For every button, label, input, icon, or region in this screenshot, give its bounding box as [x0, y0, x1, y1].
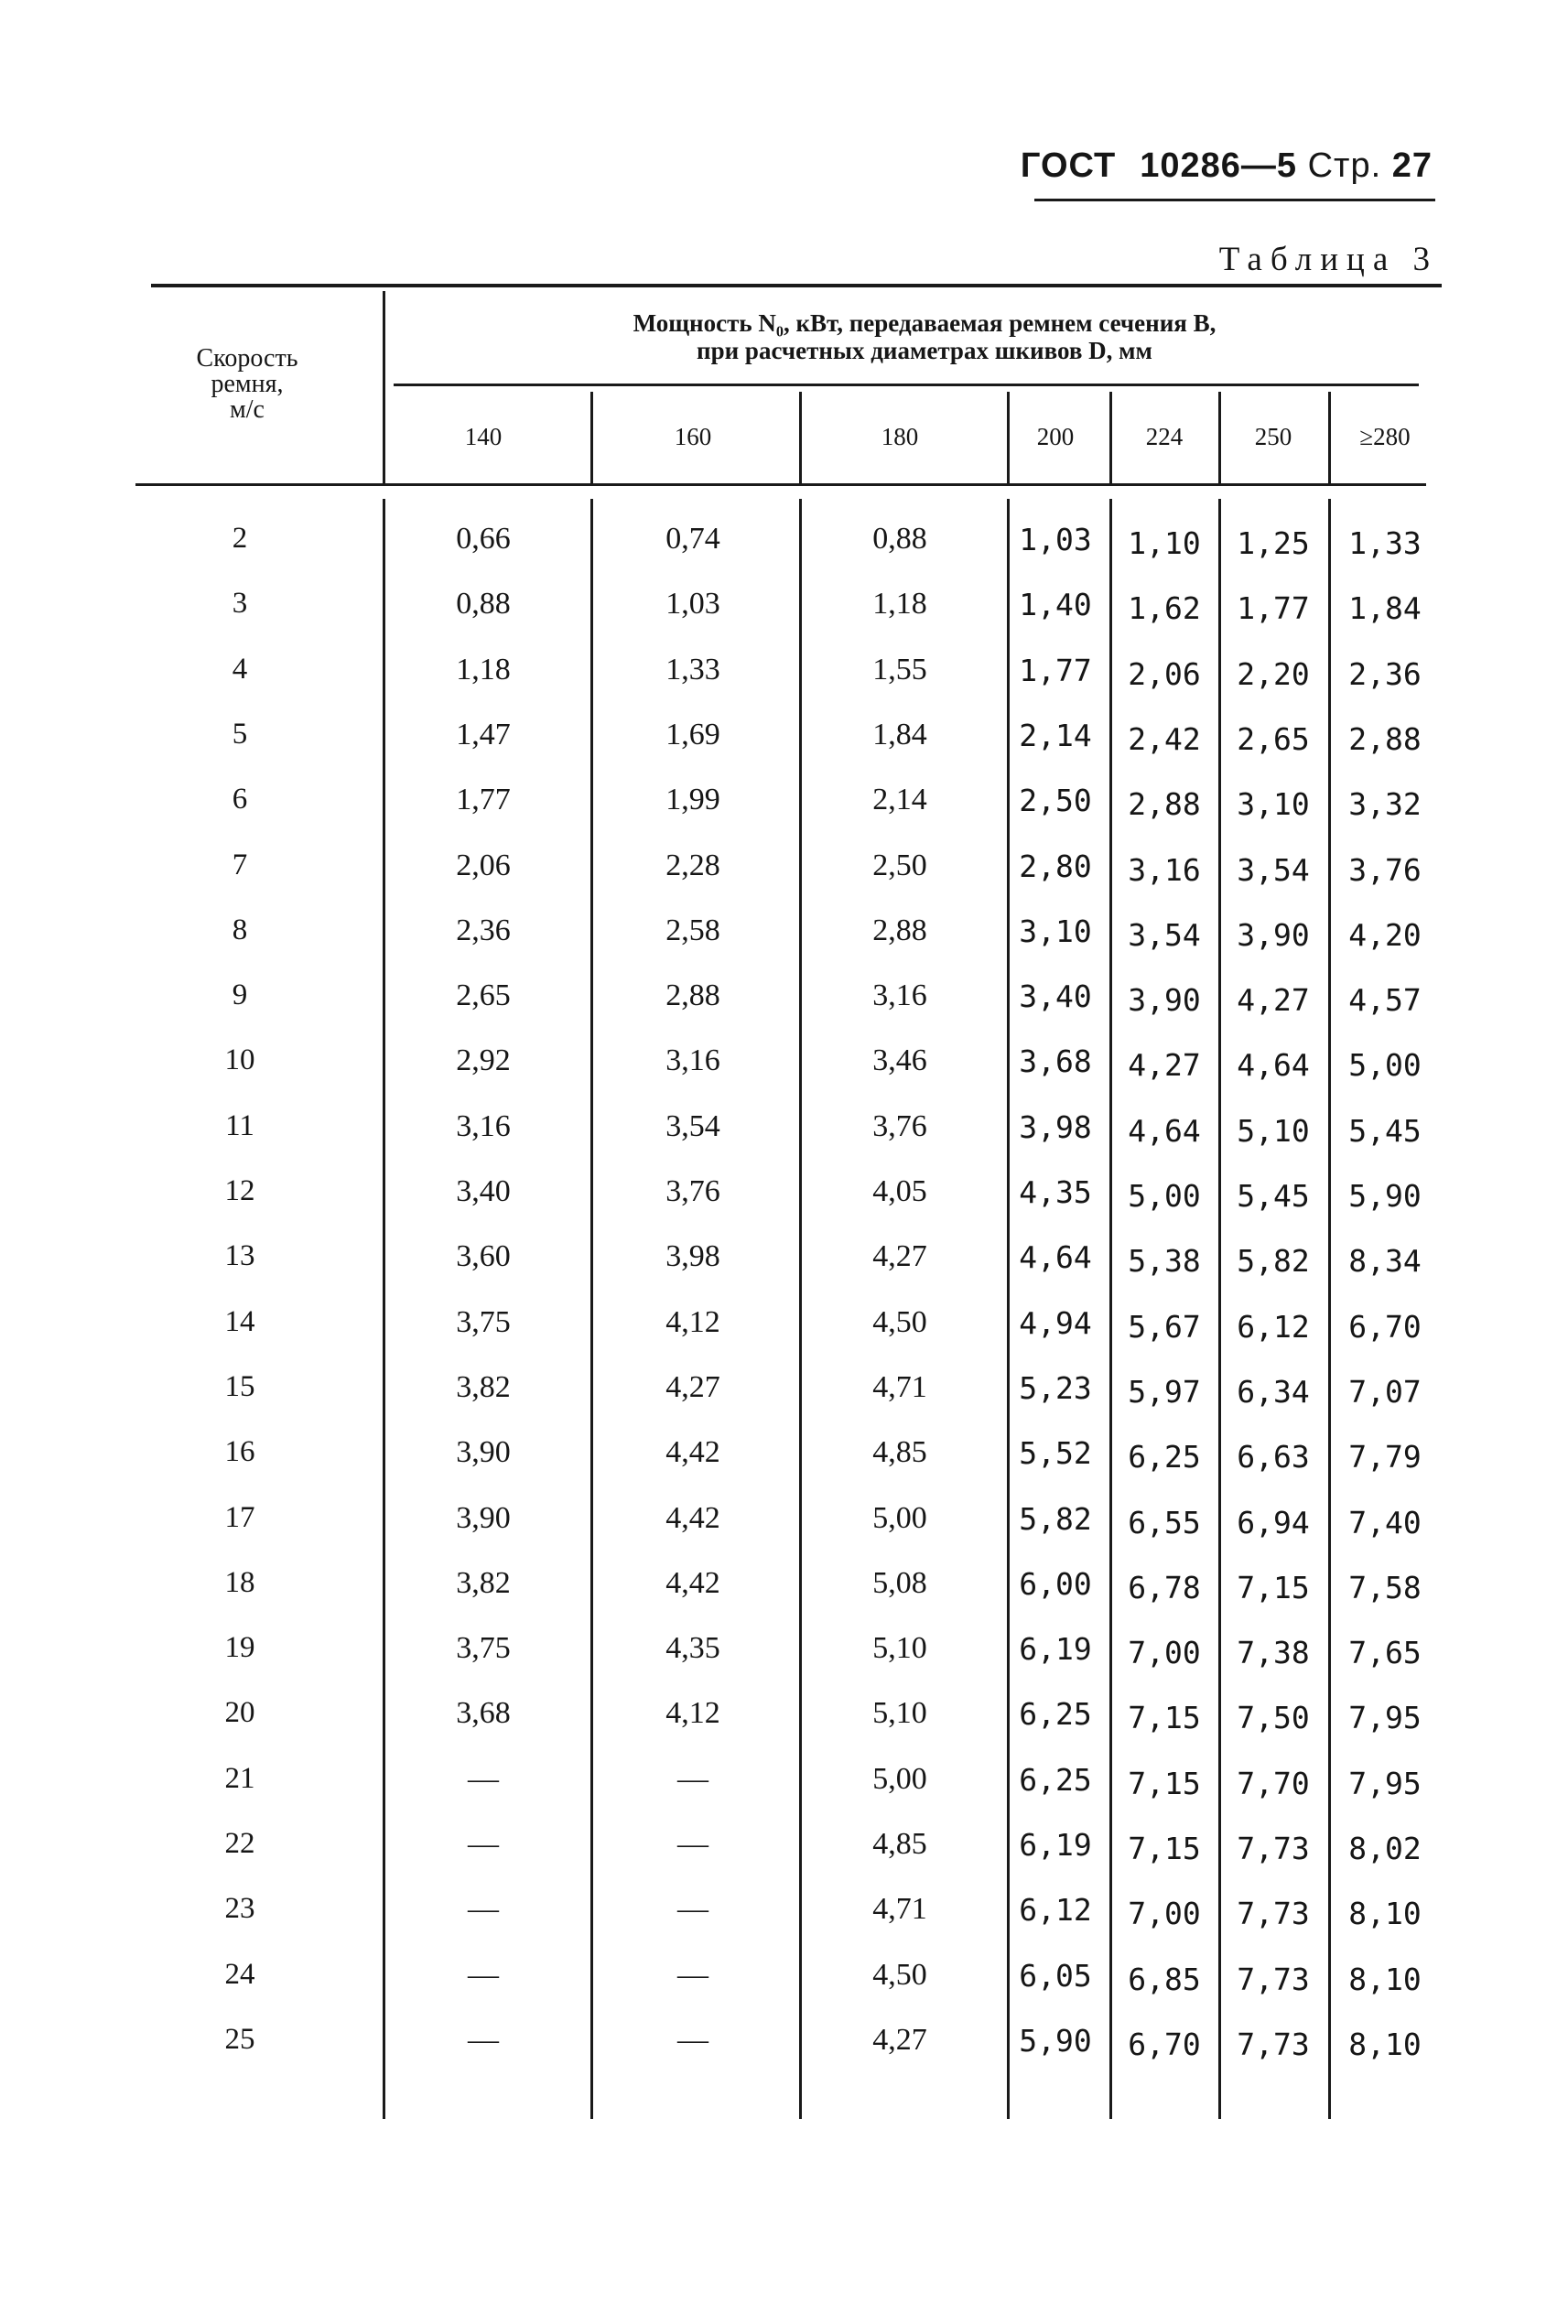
power-cell: 1,84 [1348, 590, 1422, 627]
power-cell: 7,65 [1348, 1635, 1422, 1671]
power-cell: 7,73 [1237, 1831, 1310, 1866]
power-cell: 1,77 [1019, 652, 1092, 688]
power-cell: 5,23 [1019, 1369, 1092, 1406]
column-rule-body [1218, 499, 1221, 2119]
diameter-header-2: 180 [881, 423, 919, 450]
power-cell: 1,55 [872, 652, 927, 686]
power-cell: 7,15 [1128, 1831, 1201, 1866]
power-cell: 3,98 [1019, 1108, 1092, 1145]
power-cell: 7,73 [1237, 1961, 1310, 1997]
power-cell: 6,05 [1019, 1957, 1092, 1994]
power-cell: 1,99 [665, 783, 720, 817]
power-cell: 5,82 [1019, 1500, 1092, 1537]
power-cell: 3,76 [665, 1174, 720, 1208]
speed-cell: 10 [224, 1043, 255, 1077]
power-cell: 0,88 [872, 522, 927, 556]
power-cell: 5,45 [1348, 1112, 1422, 1149]
power-cell: 6,78 [1128, 1569, 1201, 1605]
power-cell: 6,12 [1019, 1892, 1092, 1929]
power-cell: — [677, 1957, 708, 1992]
power-cell: 4,35 [1019, 1174, 1092, 1210]
power-cell: 7,58 [1348, 1569, 1422, 1605]
power-cell: 7,70 [1237, 1765, 1310, 1801]
power-cell: — [468, 2022, 499, 2057]
speed-cell: 20 [224, 1696, 255, 1730]
power-cell: 7,95 [1348, 1700, 1422, 1736]
power-cell: 1,77 [1237, 590, 1310, 627]
power-cell: 5,00 [872, 1500, 927, 1535]
diameter-header-5: 250 [1254, 423, 1292, 450]
power-header-line: Мощность N₀, кВт, передаваемая ремнем сечения B, [633, 309, 1217, 337]
power-cell: 5,82 [1237, 1243, 1310, 1280]
power-cell: — [677, 1827, 708, 1861]
power-cell: 5,10 [872, 1696, 927, 1731]
power-cell: 6,34 [1237, 1373, 1310, 1410]
power-cell: 7,40 [1348, 1504, 1422, 1540]
power-cell: 4,12 [665, 1304, 720, 1339]
power-cell: 7,73 [1237, 1896, 1310, 1932]
power-cell: 2,50 [1019, 783, 1092, 819]
power-cell: 7,79 [1348, 1439, 1422, 1475]
power-cell: 2,88 [1128, 786, 1201, 823]
speed-cell: 18 [224, 1565, 255, 1599]
speed-header-line: Скорость [196, 344, 298, 373]
power-cell: 6,70 [1348, 1308, 1422, 1345]
power-cell: 1,33 [1348, 525, 1422, 561]
diameter-header-3: 200 [1036, 423, 1075, 450]
power-cell: 3,10 [1237, 786, 1310, 823]
power-cell: 5,67 [1128, 1308, 1201, 1345]
column-rule-header [383, 291, 385, 483]
power-cell: 8,10 [1348, 2026, 1422, 2062]
power-cell: 5,00 [872, 1761, 927, 1796]
power-cell: 7,15 [1128, 1700, 1201, 1736]
power-cell: 1,18 [456, 652, 511, 686]
power-cell: 8,02 [1348, 1831, 1422, 1866]
column-rule-header [1109, 392, 1112, 483]
power-cell: 2,50 [872, 848, 927, 882]
power-cell: 1,10 [1128, 525, 1201, 561]
speed-header-line: м/с [230, 395, 265, 424]
power-cell: 3,90 [456, 1435, 511, 1470]
power-cell: 7,15 [1128, 1765, 1201, 1801]
speed-column-header [137, 346, 357, 423]
page-number: 27 [1391, 146, 1433, 185]
column-rule-header [1007, 392, 1010, 483]
power-cell: 2,28 [665, 848, 720, 882]
power-cell: 3,54 [1237, 851, 1310, 888]
power-cell: — [468, 1957, 499, 1992]
power-cell: 7,95 [1348, 1765, 1422, 1801]
power-cell: 4,27 [1237, 982, 1310, 1019]
speed-cell: 13 [224, 1239, 255, 1273]
power-cell: 3,76 [872, 1108, 927, 1143]
diameter-header-1: 160 [674, 423, 712, 450]
power-cell: 3,16 [456, 1108, 511, 1143]
power-cell: 1,77 [456, 783, 511, 817]
power-cell: 4,35 [665, 1631, 720, 1666]
power-cell: 7,38 [1237, 1635, 1310, 1671]
power-cell: 5,90 [1019, 2022, 1092, 2059]
power-cell: 3,16 [872, 978, 927, 1013]
power-cell: 3,75 [456, 1304, 511, 1339]
power-cell: 1,69 [665, 717, 720, 751]
power-cell: 4,64 [1237, 1047, 1310, 1084]
power-cell: 4,12 [665, 1696, 720, 1731]
speed-cell: 11 [225, 1108, 254, 1142]
speed-cell: 22 [224, 1827, 255, 1860]
standard-label: ГОСТ [1020, 146, 1117, 185]
power-cell: 3,68 [456, 1696, 511, 1731]
speed-cell: 4 [232, 652, 248, 686]
power-cell: 3,40 [456, 1174, 511, 1208]
power-cell: 3,90 [456, 1500, 511, 1535]
power-cell: 5,52 [1019, 1435, 1092, 1472]
power-cell: 4,71 [872, 1369, 927, 1404]
power-cell: 2,65 [456, 978, 511, 1013]
power-cell: 2,14 [1019, 717, 1092, 753]
power-cell: 3,40 [1019, 978, 1092, 1015]
power-cell: 1,40 [1019, 587, 1092, 623]
power-cell: 2,20 [1237, 655, 1310, 692]
power-cell: 8,34 [1348, 1243, 1422, 1280]
power-column-header [421, 309, 1428, 364]
speed-cell: 23 [224, 1892, 255, 1926]
power-cell: 2,36 [456, 913, 511, 947]
power-cell: 2,88 [872, 913, 927, 947]
power-cell: 6,25 [1019, 1696, 1092, 1733]
power-cell: 6,85 [1128, 1961, 1201, 1997]
diameter-header-4: 224 [1145, 423, 1184, 450]
speed-cell: 25 [224, 2022, 255, 2056]
power-cell: 3,54 [1128, 916, 1201, 953]
speed-cell: 15 [224, 1369, 255, 1403]
power-cell: 7,73 [1237, 2026, 1310, 2062]
power-cell: 7,07 [1348, 1373, 1422, 1410]
power-cell: 4,94 [1019, 1304, 1092, 1341]
power-cell: 2,36 [1348, 655, 1422, 692]
power-cell: 5,10 [872, 1631, 927, 1666]
power-cell: 5,97 [1128, 1373, 1201, 1410]
table-caption: Таблица 3 [1218, 241, 1438, 278]
power-cell: — [468, 1761, 499, 1796]
diameter-header-0: 140 [464, 423, 503, 450]
standard-number: 10286—5 [1140, 146, 1298, 185]
power-cell: 4,71 [872, 1892, 927, 1927]
power-cell: 5,00 [1348, 1047, 1422, 1084]
speed-cell: 3 [232, 587, 248, 621]
speed-cell: 17 [224, 1500, 255, 1534]
speed-cell: 8 [232, 913, 248, 946]
power-cell: 6,55 [1128, 1504, 1201, 1540]
power-cell: 2,92 [456, 1043, 511, 1078]
power-cell: 4,42 [665, 1435, 720, 1470]
power-cell: 3,54 [665, 1108, 720, 1143]
power-cell: 7,15 [1237, 1569, 1310, 1605]
power-cell: 4,05 [872, 1174, 927, 1208]
power-cell: 3,10 [1019, 913, 1092, 949]
power-cell: 4,27 [872, 2022, 927, 2057]
power-cell: 4,64 [1128, 1112, 1201, 1149]
power-cell: 5,10 [1237, 1112, 1310, 1149]
power-cell: 4,57 [1348, 982, 1422, 1019]
power-cell: 7,50 [1237, 1700, 1310, 1736]
speed-cell: 6 [232, 783, 248, 816]
diameter-header-6: ≥280 [1359, 423, 1411, 450]
speed-header-line: ремня, [211, 370, 284, 398]
power-cell: 3,68 [1019, 1043, 1092, 1080]
power-cell: 6,94 [1237, 1504, 1310, 1540]
power-cell: 2,88 [665, 978, 720, 1013]
column-rule-body [1328, 499, 1331, 2119]
power-cell: 2,58 [665, 913, 720, 947]
power-cell: 2,80 [1019, 848, 1092, 884]
power-cell: 6,25 [1019, 1761, 1092, 1798]
power-cell: — [677, 1761, 708, 1796]
column-rule-header [590, 392, 593, 483]
power-cell: 0,74 [665, 522, 720, 556]
power-cell: — [677, 1892, 708, 1927]
power-cell: 4,42 [665, 1500, 720, 1535]
power-cell: 6,19 [1019, 1631, 1092, 1668]
power-cell: 4,27 [872, 1239, 927, 1274]
column-rule-body [1109, 499, 1112, 2119]
power-cell: 3,82 [456, 1369, 511, 1404]
power-cell: 1,47 [456, 717, 511, 751]
power-cell: 1,25 [1237, 525, 1310, 561]
column-rule-body [383, 499, 385, 2119]
power-cell: 6,00 [1019, 1565, 1092, 1602]
power-cell: 3,16 [1128, 851, 1201, 888]
power-cell: 0,66 [456, 522, 511, 556]
column-rule-body [799, 499, 802, 2119]
power-cell: 3,32 [1348, 786, 1422, 823]
power-header-line: при расчетных диаметрах шкивов D, мм [697, 337, 1152, 364]
power-cell: 3,75 [456, 1631, 511, 1666]
power-cell: 5,00 [1128, 1178, 1201, 1214]
power-cell: 4,50 [872, 1957, 927, 1992]
power-cell: 0,88 [456, 587, 511, 622]
header-rule [1034, 199, 1435, 201]
power-cell: 7,00 [1128, 1635, 1201, 1671]
speed-cell: 12 [224, 1174, 255, 1207]
header-bottom-rule [135, 483, 1426, 486]
power-cell: — [468, 1892, 499, 1927]
column-rule-body [590, 499, 593, 2119]
power-cell: 8,10 [1348, 1961, 1422, 1997]
speed-cell: 21 [224, 1761, 255, 1795]
power-cell: 6,70 [1128, 2026, 1201, 2062]
column-rule-header [1328, 392, 1331, 483]
power-cell: 6,12 [1237, 1308, 1310, 1345]
speed-cell: 9 [232, 978, 248, 1012]
power-cell: 1,03 [1019, 522, 1092, 557]
power-cell: 3,60 [456, 1239, 511, 1274]
power-cell: 4,27 [665, 1369, 720, 1404]
speed-cell: 14 [224, 1304, 255, 1338]
power-cell: 4,85 [872, 1435, 927, 1470]
speed-cell: 19 [224, 1631, 255, 1665]
power-cell: 3,76 [1348, 851, 1422, 888]
power-cell: 5,45 [1237, 1178, 1310, 1214]
power-cell: 1,84 [872, 717, 927, 751]
power-cell: 5,90 [1348, 1178, 1422, 1214]
power-cell: 3,90 [1237, 916, 1310, 953]
power-cell: 1,62 [1128, 590, 1201, 627]
power-cell: 8,10 [1348, 1896, 1422, 1932]
power-cell: 2,06 [1128, 655, 1201, 692]
power-cell: 4,85 [872, 1827, 927, 1861]
power-cell: 7,00 [1128, 1896, 1201, 1932]
power-cell: 5,38 [1128, 1243, 1201, 1280]
power-cell: 2,88 [1348, 720, 1422, 757]
power-cell: — [677, 2022, 708, 2057]
power-cell: 1,03 [665, 587, 720, 622]
table-top-rule [151, 284, 1442, 287]
power-cell: 3,90 [1128, 982, 1201, 1019]
power-cell: — [468, 1827, 499, 1861]
power-cell: 4,64 [1019, 1239, 1092, 1276]
power-cell: 6,19 [1019, 1827, 1092, 1863]
power-cell: 4,20 [1348, 916, 1422, 953]
power-cell: 2,14 [872, 783, 927, 817]
speed-cell: 5 [232, 717, 248, 751]
power-cell: 5,08 [872, 1565, 927, 1600]
speed-cell: 24 [224, 1957, 255, 1991]
power-header-rule [394, 384, 1419, 386]
power-cell: 3,46 [872, 1043, 927, 1078]
speed-cell: 7 [232, 848, 248, 881]
power-cell: 2,06 [456, 848, 511, 882]
power-cell: 4,42 [665, 1565, 720, 1600]
power-cell: 6,25 [1128, 1439, 1201, 1475]
speed-cell: 2 [232, 522, 248, 555]
page-label: Стр. [1307, 146, 1382, 185]
page-header [1021, 146, 1433, 186]
power-cell: 3,82 [456, 1565, 511, 1600]
power-cell: 1,18 [872, 587, 927, 622]
power-cell: 2,65 [1237, 720, 1310, 757]
column-rule-header [1218, 392, 1221, 483]
column-rule-header [799, 392, 802, 483]
power-cell: 6,63 [1237, 1439, 1310, 1475]
power-cell: 4,27 [1128, 1047, 1201, 1084]
power-cell: 3,98 [665, 1239, 720, 1274]
power-cell: 2,42 [1128, 720, 1201, 757]
power-cell: 3,16 [665, 1043, 720, 1078]
power-cell: 1,33 [665, 652, 720, 686]
power-cell: 4,50 [872, 1304, 927, 1339]
speed-cell: 16 [224, 1435, 255, 1469]
